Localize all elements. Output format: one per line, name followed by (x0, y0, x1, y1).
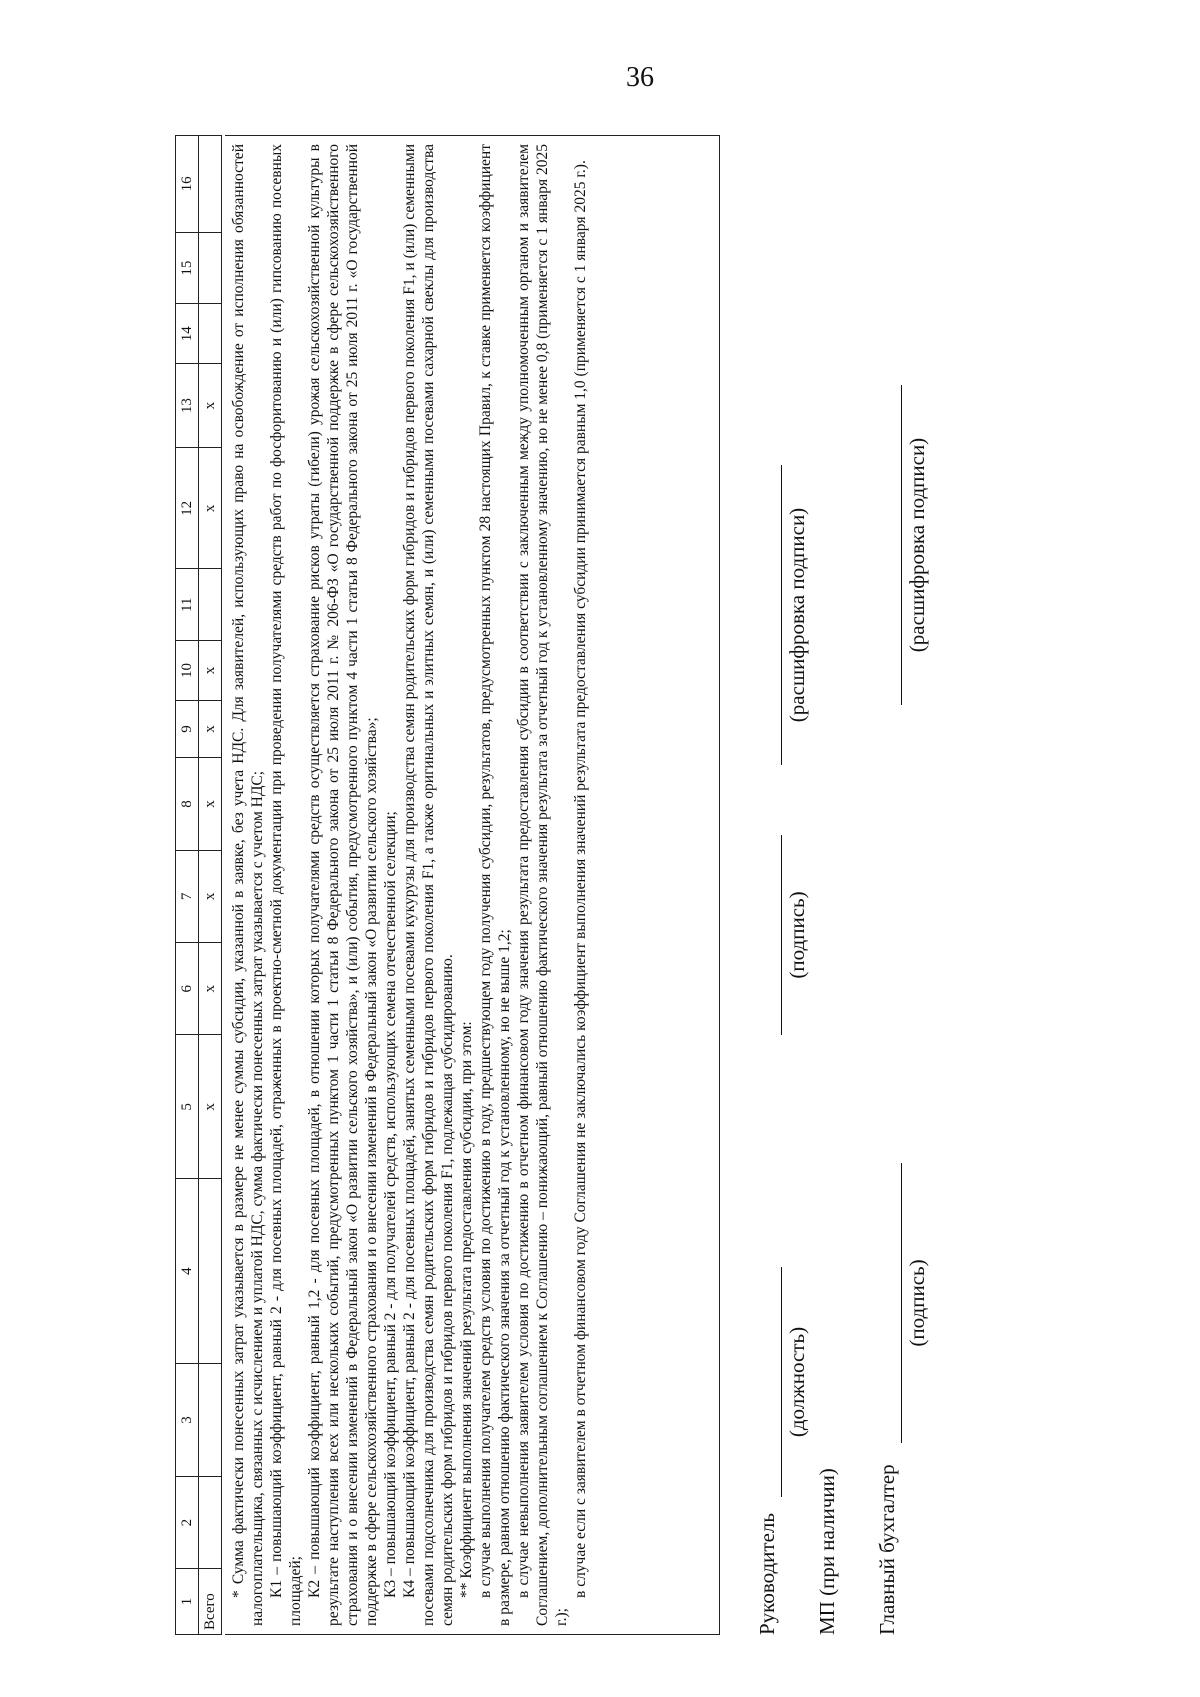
performance-case-3: в случае если с заявителем в отчетном финансовом году Соглашения не заключались коэффициент выполнения значений результата предоставления субсидии принимается равным 1,0 (применяется с 1 января 2025 г.). (572, 160, 589, 1598)
col-header: 13 (176, 364, 199, 448)
table-row-total (199, 136, 222, 1635)
position-caption: (должность) (785, 1326, 809, 1438)
col-header: 9 (176, 700, 199, 757)
acc-signature-caption: (подпись) (905, 1259, 929, 1347)
page-number: 36 (626, 62, 654, 93)
table-cell: х (199, 1035, 222, 1179)
table-cell (199, 304, 222, 364)
table-cell (199, 232, 222, 304)
performance-case-2: в случае невыполнения заявителем условия по достижению в отчетном финансовом году значения результата предоставления субсидии в соответствии с заключенным между уполномоченным органом и заявителем Соглашением, дополнительным соглашением к Соглашению – понижающий, равный отношению фактического значения результата за отчетный год к установленному значению, но не менее 0,8 (применяется с 1 января 2025 г.); (515, 144, 570, 1626)
accountant-label: Главный бухгалтер (875, 1464, 899, 1635)
table-cell (199, 136, 222, 233)
table-cell: х (199, 364, 222, 448)
decoding-caption: (расшифровка подписи) (785, 507, 809, 723)
col-header: 7 (176, 850, 199, 942)
col-header: 3 (176, 1363, 199, 1476)
table-cell (199, 1179, 222, 1364)
coefficient-k3: К3 – повышающий коэффициент, равный 2 - для получателей средств, использующих семена отечественной селекции; (382, 811, 399, 1598)
head-signature-line (781, 835, 782, 1035)
signature-caption: (подпись) (785, 891, 809, 979)
table-header-row (176, 136, 199, 1635)
head-position-line (781, 1267, 782, 1497)
footnote-vat: * Сумма фактически понесенных затрат указывается в размере не менее суммы субсидии, указанной в заявке, без учета НДС. Для заявителей, использующих право на освобождение от исполнения обязанностей налогоплательщика, связанных с исчислением и уплатой НДС, сумма фактически понесенных затрат указывается с учетом НДС; (230, 144, 266, 1626)
stamp-label: МП (при наличии) (815, 1468, 839, 1635)
col-header: 10 (176, 641, 199, 701)
table-cell (199, 1363, 222, 1476)
coefficient-k1: К1 – повышающий коэффициент, равный 2 - для посевных площадей, отраженных в проектно-сметной документации при проведении получателями средств работ по фосфоритованию и (или) гипсованию посевных площадей; (268, 144, 304, 1626)
table-cell: Всего (199, 1569, 222, 1635)
col-header: 2 (176, 1476, 199, 1568)
col-header: 12 (176, 448, 199, 569)
col-header: 8 (176, 758, 199, 850)
table-cell: х (199, 943, 222, 1035)
data-table (175, 135, 222, 1635)
coefficient-k2: К2 – повышающий коэффициент, равный 1,2 - для посевных площадей, в отношении которых получателями средств осуществляется страхование рисков утраты (гибели) урожая сельскохозяйственной культуры в результате наступления всех или нескольких событий, предусмотренных пунктом 1 части 1 статьи 8 Федерального закона от 25 июля 2011 г. № 206-ФЗ «О государственной поддержке в сфере сельскохозяйственного страхования и о внесении изменений в Федеральный закон «О развитии сельского хозяйства», и (или) события, предусмотренного пунктом 4 части 1 статьи 8 Федерального закона от 25 июля 2011 г. «О государственной поддержке в сфере сельскохозяйственного страхования и о внесении изменений в Федеральный закон «О развитии сельского хозяйства»; (306, 144, 380, 1626)
table-cell (199, 1476, 222, 1568)
accountant-decoding-line (901, 385, 902, 705)
table-cell: х (199, 448, 222, 569)
coefficient-k4: К4 – повышающий коэффициент, равный 2 - для посевных площадей, занятых семенными посевами кукурузы для производства семян родительских форм гибридов и гибридов первого поколения F1, и (или) семенными посевами подсолнечника для производства семян родительских форм гибридов и гибридов первого поколения F1, а также оригинальных и элитных семян, и (или) семенными посевами сахарной свеклы для производства семян родительских форм гибридов и гибридов первого поколения F1, подлежащая субсидированию. (401, 144, 456, 1626)
table-cell: х (199, 758, 222, 850)
table-cell (199, 569, 222, 641)
col-header: 16 (176, 136, 199, 233)
table-cell: х (199, 850, 222, 942)
footnote-performance: ** Коэффициент выполнения значений результата предоставления субсидии, при этом: (458, 1021, 475, 1598)
col-header: 11 (176, 569, 199, 641)
col-header: 14 (176, 304, 199, 364)
table-cell: х (199, 700, 222, 757)
col-header: 4 (176, 1179, 199, 1364)
head-decoding-line (781, 465, 782, 765)
col-header: 1 (176, 1569, 199, 1635)
head-label: Руководитель (755, 1513, 779, 1635)
col-header: 15 (176, 232, 199, 304)
rotated-landscape-block (175, 135, 1095, 1665)
col-header: 5 (176, 1035, 199, 1179)
col-header: 6 (176, 943, 199, 1035)
table-footnotes (225, 135, 720, 1635)
table-cell: х (199, 641, 222, 701)
accountant-signature-line (901, 1163, 902, 1443)
acc-decoding-caption: (расшифровка подписи) (905, 437, 929, 653)
performance-case-1: в случае выполнения получателем средств условия по достижению в году, предшествующем году получения субсидии, результатов, предусмотренных пунктом 28 настоящих Правил, к ставке применяется коэффициент в размере, равном отношению фактического значения за отчетный год к установленному, но не выше 1,2; (477, 144, 513, 1626)
